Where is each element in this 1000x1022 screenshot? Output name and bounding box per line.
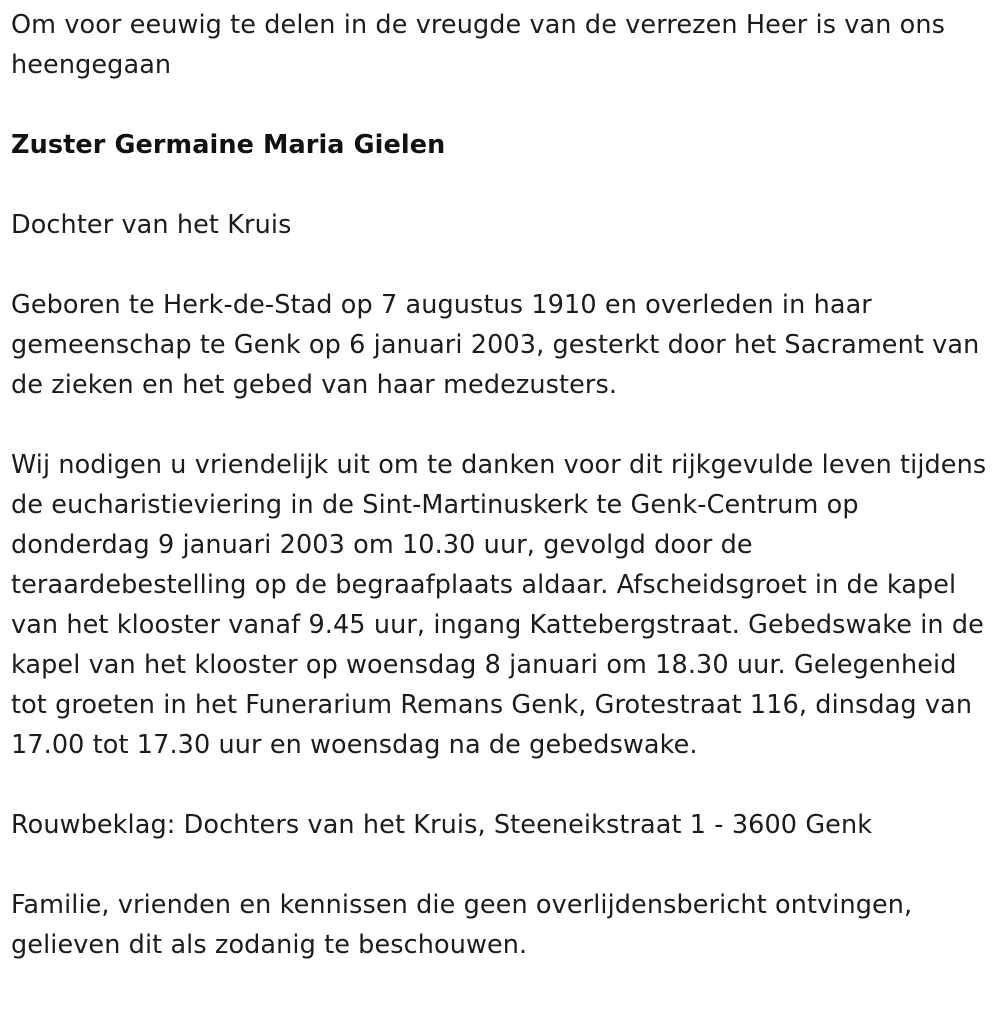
condolences-address: Rouwbeklag: Dochters van het Kruis, Steeneikstraat 1 - 3600 Genk	[11, 810, 873, 840]
obituary-notice	[11, 5, 996, 965]
intro-text: Om voor eeuwig te delen in de vreugde van de verrezen Heer is van ons heengegaan	[11, 10, 946, 80]
congregation-text: Dochter van het Kruis	[11, 210, 292, 240]
closing-text: Familie, vrienden en kennissen die geen overlijdensbericht ontvingen, gelieven dit als zodanig te beschouwen.	[11, 890, 913, 960]
birth-death-text: Geboren te Herk-de-Stad op 7 augustus 1910 en overleden in haar gemeenschap te Genk op 6 januari 2003, gesterkt door het Sacrament van de zieken en het gebed van haar medezusters.	[11, 290, 980, 400]
invitation-text: Wij nodigen u vriendelijk uit om te danken voor dit rijkgevulde leven tijdens de eucharistieviering in de Sint-Martinuskerk te Genk-Centrum op donderdag 9 januari 2003 om 10.30 uur, gevolgd door de teraardebestelling op de begraafplaats aldaar. Afscheidsgroet in de kapel van het klooster vanaf 9.45 uur, ingang Kattebergstraat. Gebedswake in de kapel van het klooster op woensdag 8 januari om 18.30 uur. Gelegenheid tot groeten in het Funerarium Remans Genk, Grotestraat 116, dinsdag van 17.00 tot 17.30 uur en woensdag na de gebedswake.	[11, 450, 987, 760]
deceased-name: Zuster Germaine Maria Gielen	[11, 130, 446, 160]
